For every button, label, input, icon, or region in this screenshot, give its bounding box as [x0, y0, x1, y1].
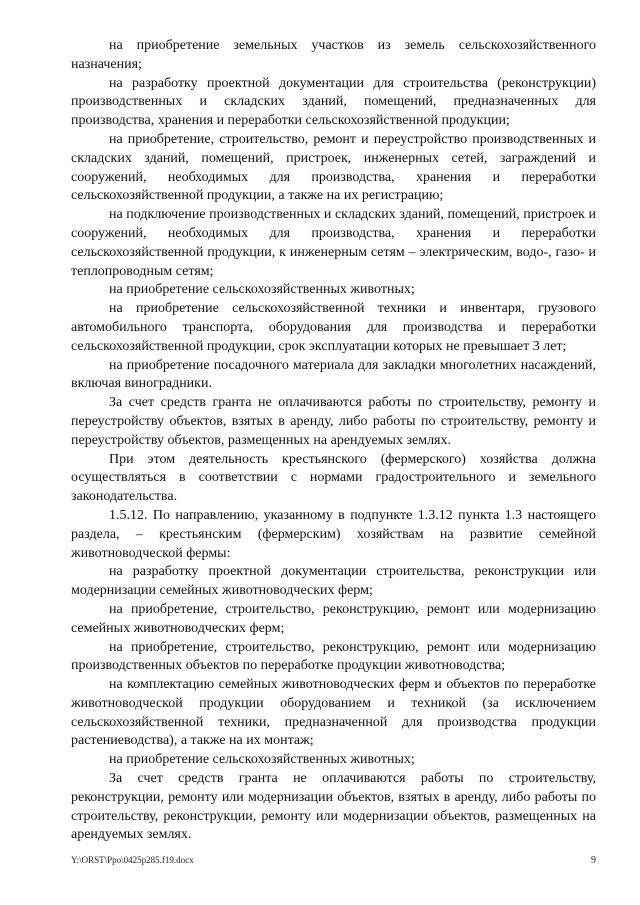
paragraph-farm-equipment: на комплектацию семейных животноводческих ферм и объектов по переработке животноводческой продукции оборудованием и техникой (за исключением сельскохозяйственной техники, предназначенной для производства продукции растениеводства), а также на их монтаж; [71, 677, 596, 749]
paragraph-design-docs: на разработку проектной документации для строительства (реконструкции) производственных и складских зданий, помещений, предназначенных для производства, хранения и переработки сельскохозяйственной продукции; [71, 75, 596, 129]
paragraph-farm-construction: на приобретение, строительство, реконструкцию, ремонт или модернизацию семейных животноводческих ферм; [71, 601, 596, 636]
paragraph-construction: на приобретение, строительство, ремонт и переустройство производственных и складских зданий, помещений, пристроек, инженерных сетей, заграждений и сооружений, необходимых для производства, хранения и переработки сельскохозяйственной продукции, а также на их регистрацию; [71, 131, 596, 204]
paragraph-machinery: на приобретение сельскохозяйственной техники и инвентаря, грузового автомобильного транспорта, оборудования для производства и переработки сельскохозяйственной продукции, срок эксплуатации которых не превышает 3 лет; [71, 301, 596, 354]
paragraph-farm-grant-exclusion: За счет средств гранта не оплачиваются работы по строительству, реконструкции, ремонту или модернизации объектов, взятых в аренду, либо работы по строительству, реконструкции, ремонту или модернизации объектов, размещенных на арендуемых землях. [71, 771, 596, 843]
footer-file-path: Y:\ORST\Ppo\0425p285.f19.docx [71, 855, 194, 865]
footer-page-number: 9 [591, 855, 596, 866]
paragraph-farm-animals: на приобретение сельскохозяйственных животных; [109, 752, 415, 768]
paragraph-grant-exclusion: За счет средств гранта не оплачиваются работы по строительству, ремонту и переустройству объектов, взятых в аренду, либо работы по строительству, ремонту и переустройству объектов, размещенных на арендуемых землях. [71, 395, 596, 448]
paragraph-processing-objects: на приобретение, строительство, реконструкцию, ремонт или модернизацию производственных объектов по переработке продукции животноводства; [71, 639, 596, 674]
paragraph-animals: на приобретение сельскохозяйственных животных; [109, 282, 415, 298]
paragraph-legal-compliance: При этом деятельность крестьянского (фермерского) хозяйства должна осуществляться в соответствии с нормами градостроительного и земельного законодательства. [71, 451, 596, 505]
paragraph-farm-design-docs: на разработку проектной документации строительства, реконструкции или модернизации семейных животноводческих ферм; [71, 564, 596, 599]
paragraph-utility-connection: на подключение производственных и складских зданий, помещений, пристроек и сооружений, необходимых для производства, хранения и переработки сельскохозяйственной продукции, к инженерным сетям – электрическим, водо-, газо- и теплопроводным сетям; [71, 207, 596, 279]
paragraph-planting-material: на приобретение посадочного материала для закладки многолетних насаждений, включая виноградники. [71, 357, 596, 392]
paragraph-land-plots: на приобретение земельных участков из земель сельскохозяйственного назначения; [71, 38, 596, 72]
paragraph-section-1-5-12: 1.5.12. По направлению, указанному в подпункте 1.3.12 пункта 1.3 настоящего раздела, – крестьянским (фермерским) хозяйствам на развитие семейной животноводческой фермы: [71, 507, 596, 561]
document-body [71, 37, 596, 845]
